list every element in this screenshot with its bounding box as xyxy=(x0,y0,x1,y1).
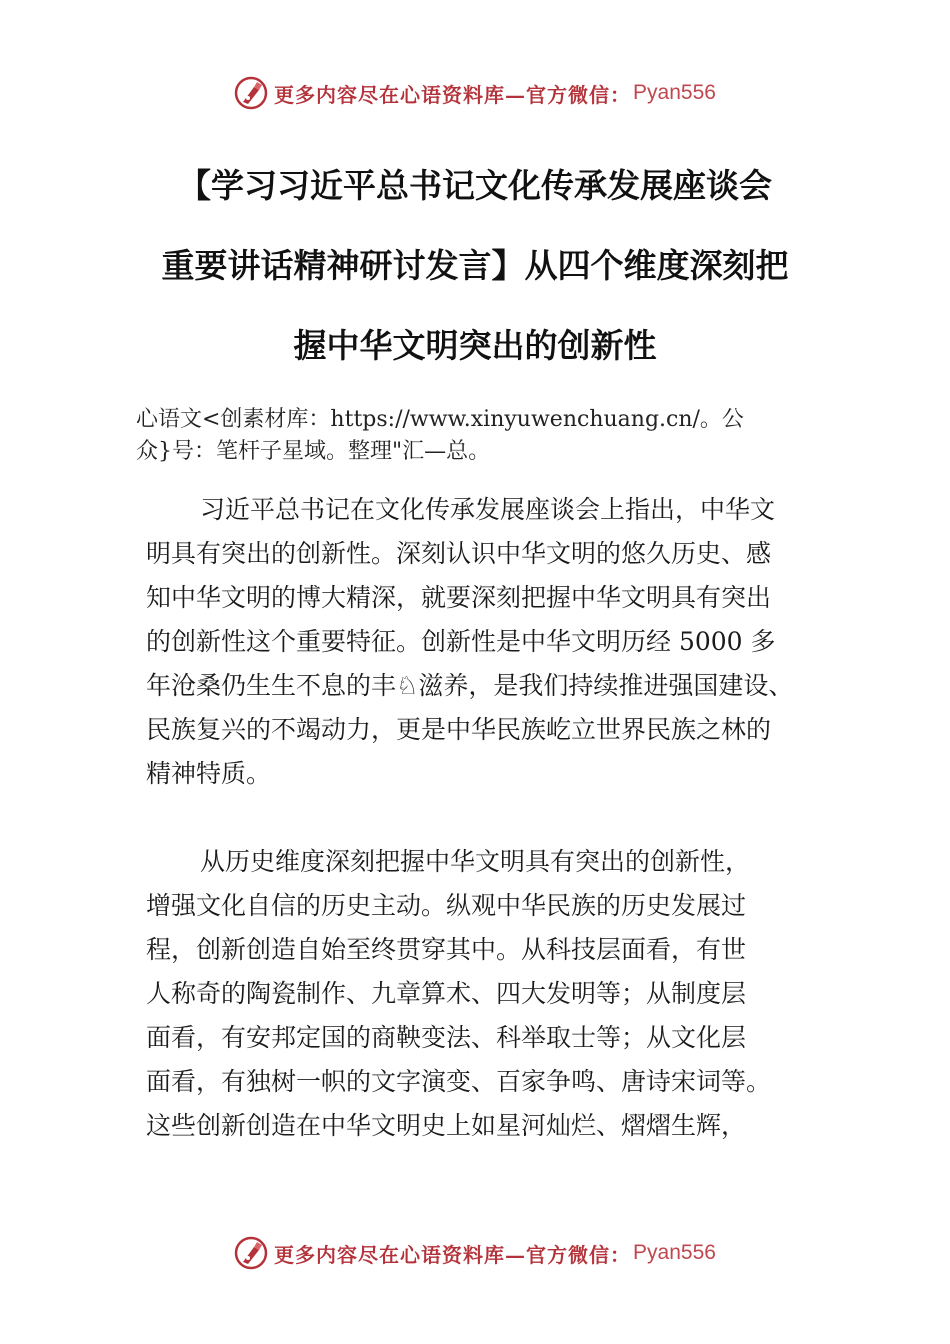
paragraph-line: 程，创新创造自始至终贯穿其中。从科技层面看，有世 xyxy=(146,935,747,964)
pen-nib-logo-icon xyxy=(234,1236,268,1270)
paragraph-line: 增强文化自信的历史主动。纵观中华民族的历史发展过 xyxy=(146,891,747,920)
banner-wechat-id: Pyan556 xyxy=(633,1241,716,1264)
source-line: 心语文<创素材库：https://www.xinyuwenchuang.cn/。公 xyxy=(136,407,744,432)
source-line: 众}号：笔杆子星域。整理"汇—总。 xyxy=(136,439,491,464)
paragraph-line: 精神特质。 xyxy=(146,759,272,788)
banner-wechat-id: Pyan556 xyxy=(633,81,716,104)
body-paragraph-1 xyxy=(146,488,836,796)
paragraph-line: 明具有突出的创新性。深刻认识中华文明的悠久历史、感 xyxy=(146,539,772,568)
footer-banner xyxy=(0,1228,950,1278)
title-line: 【学习习近平总书记文化传承发展座谈会 xyxy=(178,166,772,205)
paragraph-line: 习近平总书记在文化传承发展座谈会上指出，中华文 xyxy=(200,495,776,524)
paragraph-line: 年沧桑仍生生不息的丰♘滋养，是我们持续推进强国建设、 xyxy=(146,671,794,700)
paragraph-line: 人称奇的陶瓷制作、九章算术、四大发明等；从制度层 xyxy=(146,979,747,1008)
header-banner xyxy=(0,68,950,118)
paragraph-line: 从历史维度深刻把握中华文明具有突出的创新性， xyxy=(200,847,751,876)
title-line: 重要讲话精神研讨发言】从四个维度深刻把 xyxy=(161,246,789,285)
pen-nib-logo-icon xyxy=(234,76,268,110)
title-line: 握中华文明突出的创新性 xyxy=(293,326,657,365)
paragraph-line: 民族复兴的不竭动力，更是中华民族屹立世界民族之林的 xyxy=(146,715,772,744)
paragraph-line: 面看，有安邦定国的商鞅变法、科举取士等；从文化层 xyxy=(146,1023,747,1052)
banner-text: 更多内容尽在心语资料库—官方微信： xyxy=(274,82,632,107)
paragraph-line: 知中华文明的博大精深，就要深刻把握中华文明具有突出 xyxy=(146,583,772,612)
paragraph-line: 这些创新创造在中华文明史上如星河灿烂、熠熠生辉， xyxy=(146,1111,747,1140)
banner-text: 更多内容尽在心语资料库—官方微信： xyxy=(274,1242,632,1267)
paragraph-line: 面看，有独树一帜的文字演变、百家争鸣、唐诗宋词等。 xyxy=(146,1067,772,1096)
source-note xyxy=(136,404,836,468)
document-title xyxy=(100,146,850,386)
paragraph-line: 的创新性这个重要特征。创新性是中华文明历经 5000 多 xyxy=(146,627,776,656)
body-paragraph-2 xyxy=(146,840,836,1148)
